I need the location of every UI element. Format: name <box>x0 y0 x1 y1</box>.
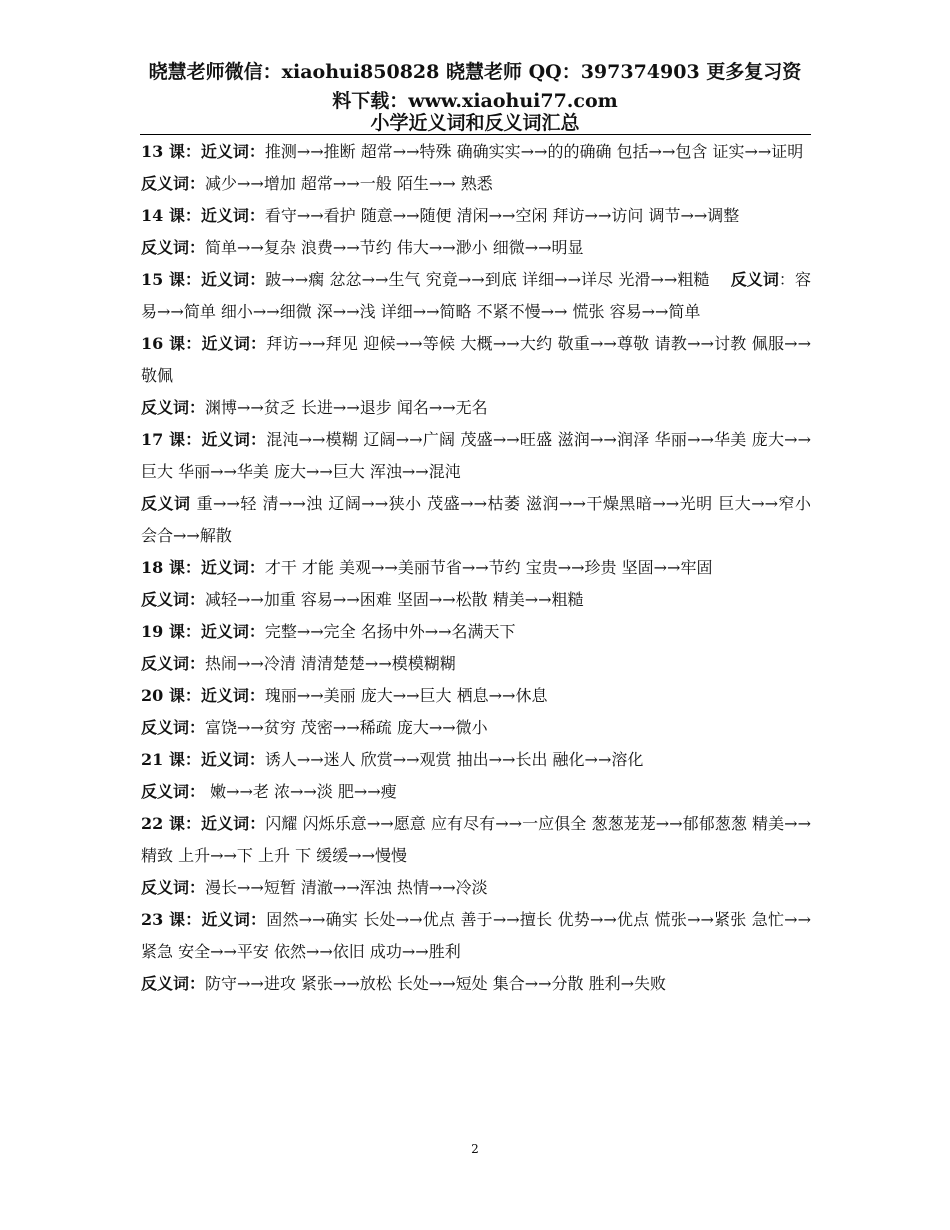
word-pairs: 减轻→→加重 容易→→困难 坚固→→松散 精美→→粗糙 <box>205 590 584 609</box>
word-pairs: 热闹→→冷清 清清楚楚→→模模糊糊 <box>205 654 456 673</box>
page-header <box>140 58 810 116</box>
document-title: 小学近义词和反义词汇总 <box>370 112 580 134</box>
vocab-paragraph <box>141 616 811 648</box>
lesson-label: 17 课：近义词： <box>141 430 267 449</box>
vocab-paragraph <box>141 136 811 168</box>
lesson-label: 反义词： <box>141 398 206 417</box>
word-pairs: 渊博→→贫乏 长进→→退步 闻名→→无名 <box>205 398 488 417</box>
lesson-label: 反义词： <box>141 782 206 801</box>
word-pairs: 瑰丽→→美丽 庞大→→巨大 栖息→→休息 <box>264 686 548 705</box>
vocab-paragraph <box>141 168 811 200</box>
lesson-label: 14 课：近义词： <box>141 206 265 225</box>
lesson-label: 13 课：近义词： <box>141 142 265 161</box>
lesson-label: 18 课：近义词： <box>141 558 265 577</box>
word-pairs: ：容易→→简单 细小→→细微 深→→浅 详细→→简略 不紧不慢→→ 慌张 容易→→简单 <box>141 270 811 321</box>
vocab-paragraph <box>141 776 811 808</box>
lesson-label: 反义词 <box>141 494 197 513</box>
lesson-label: 反义词： <box>141 590 206 609</box>
lesson-label: 反义词 <box>730 270 779 289</box>
title-divider <box>140 134 811 135</box>
word-pairs: 看守→→看护 随意→→随便 清闲→→空闲 拜访→→访问 调节→→调整 <box>264 206 740 225</box>
word-pairs: 富饶→→贫穷 茂密→→稀疏 庞大→→微小 <box>205 718 488 737</box>
vocab-paragraph <box>141 712 811 744</box>
vocab-paragraph <box>141 232 811 264</box>
word-pairs: 拜访→→拜见 迎候→→等候 大概→→大约 敬重→→尊敬 请教→→讨教 佩服→→敬佩 <box>141 334 811 385</box>
word-pairs: 混沌→→模糊 辽阔→→广阔 茂盛→→旺盛 滋润→→润泽 华丽→→华美 庞大→→巨大 华丽→→华美 庞大→→巨大 浑浊→→混沌 <box>141 430 811 481</box>
lesson-label: 反义词： <box>141 974 206 993</box>
word-pairs: 简单→→复杂 浪费→→节约 伟大→→渺小 细微→→明显 <box>205 238 584 257</box>
lesson-label: 反义词： <box>141 654 206 673</box>
vocab-paragraph <box>141 680 811 712</box>
vocab-paragraph <box>141 328 811 392</box>
word-pairs: 减少→→增加 超常→→一般 陌生→→ 熟悉 <box>205 174 493 193</box>
vocab-paragraph <box>141 200 811 232</box>
word-pairs: 重→→轻 清→→浊 辽阔→→狭小 茂盛→→枯萎 滋润→→干燥黑暗→→光明 巨大→→窄小 会合→→解散 <box>141 494 811 545</box>
word-pairs: 防守→→进攻 紧张→→放松 长处→→短处 集合→→分散 胜利→失败 <box>205 974 667 993</box>
lesson-label: 22 课：近义词： <box>141 814 266 833</box>
word-pairs: 跛→→瘸 忿忿→→生气 究竟→→到底 详细→→详尽 光滑→→粗糙 <box>265 270 731 289</box>
lesson-label: 反义词： <box>141 718 206 737</box>
header-line-1: 晓慧老师微信：xiaohui850828 晓慧老师 QQ：397374903 更多复习资 <box>148 61 802 83</box>
vocab-paragraph <box>141 744 811 776</box>
lesson-label: 19 课：近义词： <box>141 622 265 641</box>
word-pairs: 嫩→→老 浓→→淡 肥→→瘦 <box>205 782 397 801</box>
word-pairs: 诱人→→迷人 欣赏→→观赏 抽出→→长出 融化→→溶化 <box>264 750 644 769</box>
lesson-label: 16 课：近义词： <box>141 334 267 353</box>
lesson-label: 15 课：近义词： <box>141 270 266 289</box>
lesson-label: 20 课：近义词： <box>141 686 265 705</box>
word-pairs: 闪耀 闪烁乐意→→愿意 应有尽有→→一应俱全 葱葱茏茏→→郁郁葱葱 精美→→精致 上升→→下 上升 下 缓缓→→慢慢 <box>141 814 811 865</box>
vocab-paragraph <box>141 392 811 424</box>
lesson-label: 反义词： <box>141 238 206 257</box>
vocab-paragraph <box>141 552 811 584</box>
vocab-paragraph <box>141 904 811 968</box>
page-number: 2 <box>471 1142 479 1156</box>
word-pairs: 才干 才能 美观→→美丽节省→→节约 宝贵→→珍贵 坚固→→牢固 <box>264 558 713 577</box>
vocab-paragraph <box>141 584 811 616</box>
vocab-paragraph <box>141 488 811 552</box>
lesson-label: 23 课：近义词： <box>141 910 267 929</box>
content-body <box>141 136 811 1000</box>
lesson-label: 21 课：近义词： <box>141 750 265 769</box>
vocab-paragraph <box>141 264 811 328</box>
vocab-paragraph <box>141 648 811 680</box>
word-pairs: 完整→→完全 名扬中外→→名满天下 <box>264 622 516 641</box>
vocab-paragraph <box>141 968 811 1000</box>
header-line-2: 料下载：www.xiaohui77.com <box>332 90 618 112</box>
vocab-paragraph <box>141 424 811 488</box>
word-pairs: 漫长→→短暂 清澈→→浑浊 热情→→冷淡 <box>205 878 488 897</box>
vocab-paragraph <box>141 808 811 872</box>
word-pairs: 固然→→确实 长处→→优点 善于→→擅长 优势→→优点 慌张→→紧张 急忙→→紧急 安全→→平安 依然→→依旧 成功→→胜利 <box>141 910 811 961</box>
lesson-label: 反义词： <box>141 174 206 193</box>
vocab-paragraph <box>141 872 811 904</box>
word-pairs: 推测→→推断 超常→→特殊 确确实实→→的的确确 包括→→包含 证实→→证明 <box>264 142 804 161</box>
lesson-label: 反义词： <box>141 878 206 897</box>
